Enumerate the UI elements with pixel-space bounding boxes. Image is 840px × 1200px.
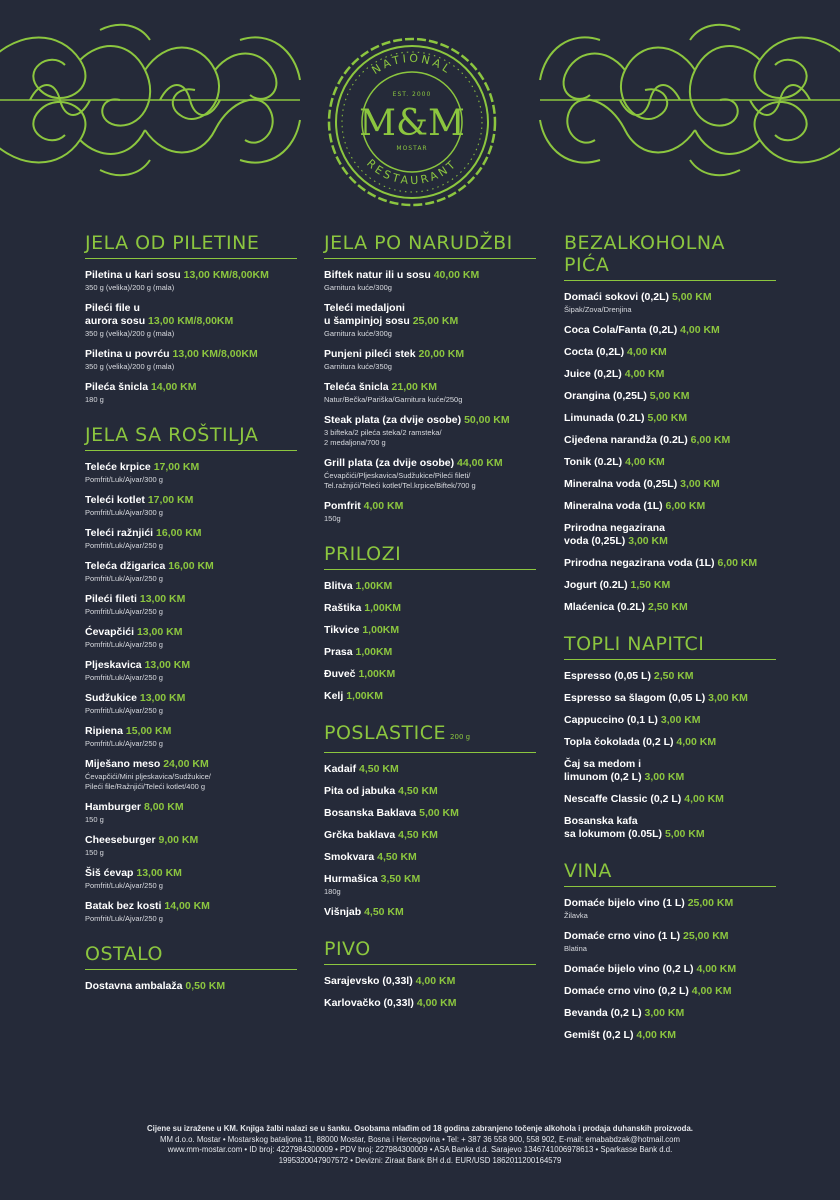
item-description: Pomfrit/Luk/Ajvar/250 g <box>85 739 163 748</box>
item-price: 5,00 KM <box>419 807 459 819</box>
item-price: 25,00 KM <box>683 930 729 942</box>
item-name: Ćevapčići <box>85 626 135 638</box>
item-price: 4,00 KM <box>625 456 665 468</box>
item-name: Ripiena <box>85 725 123 737</box>
item-name: Punjeni pileći stek <box>324 348 416 360</box>
logo-badge-icon <box>329 39 495 205</box>
item-price: 3,00 KM <box>708 692 748 704</box>
item-name: Pita od jabuka <box>324 785 396 797</box>
item-description: 150 g <box>85 815 104 824</box>
menu-item <box>85 269 297 293</box>
menu-item <box>564 815 776 841</box>
section-title: TOPLI NAPITCI <box>564 633 776 660</box>
menu-item <box>564 758 776 784</box>
section-title: BEZALKOHOLNA PIĆA <box>564 232 776 281</box>
menu-item <box>85 381 297 405</box>
item-price: 13,00 KM <box>139 593 186 605</box>
menu-item <box>564 522 776 548</box>
menu-item <box>324 975 536 988</box>
item-name: Teleća šnicla <box>324 381 389 393</box>
menu-item <box>324 348 536 372</box>
item-price: 4,00 KM <box>696 963 737 975</box>
item-name: Dostavna ambalaža <box>85 980 183 992</box>
menu-item <box>564 692 776 705</box>
menu-item <box>324 873 536 897</box>
item-price: 24,00 KM <box>163 758 209 770</box>
menu-item <box>564 346 776 359</box>
item-name: Pljeskavica <box>85 659 142 671</box>
item-name: Pileća šnicla <box>85 381 149 393</box>
menu-item <box>564 579 776 592</box>
item-price: 6,00 KM <box>665 500 706 512</box>
item-description: Pomfrit/Luk/Ajvar/300 g <box>85 475 163 484</box>
item-description: 180 g <box>85 395 104 404</box>
item-price: 3,00 KM <box>628 535 668 547</box>
item-name: Pileći fileti <box>85 593 137 605</box>
menu-item <box>564 985 776 998</box>
item-name: Kelj <box>324 690 344 702</box>
menu-item <box>564 478 776 491</box>
footer <box>60 1124 780 1166</box>
item-description: Garnitura kuće/300g <box>324 283 392 292</box>
item-price: 2,50 KM <box>648 601 688 613</box>
item-description: 150g <box>324 514 341 523</box>
menu-item <box>324 690 536 703</box>
item-name: Prasa <box>324 646 353 658</box>
menu-item <box>85 348 297 372</box>
item-price: 13,00 KM <box>144 659 191 671</box>
item-description: Pomfrit/Luk/Ajvar/250 g <box>85 640 163 649</box>
item-price: 13,00 KM/8,00KM <box>172 348 258 360</box>
item-description: Pomfrit/Luk/Ajvar/250 g <box>85 607 163 616</box>
item-name: Grčka baklava <box>324 829 396 841</box>
menu-item <box>85 692 297 716</box>
item-price: 13,00 KM <box>136 626 183 638</box>
item-name: Cijeđena narandža (0.2L) <box>564 434 688 446</box>
menu-item <box>324 997 536 1010</box>
item-price: 2,50 KM <box>653 670 694 682</box>
footer-company-ids: www.mm-mostar.com • ID broj: 4227984300009 • PDV broj: 227984300009 • ASA Banka d.d. Sarajevo 1346741006978613 • Sparkasse Bank d.d. <box>167 1145 673 1154</box>
item-price: 15,00 KM <box>125 725 172 737</box>
item-price: 6,00 KM <box>690 434 731 446</box>
menu-item <box>564 412 776 425</box>
logo-city-text: MOSTAR <box>396 145 428 152</box>
item-name: Espresso (0,05 L) <box>564 670 651 682</box>
section-title: JELA PO NARUDŽBI <box>324 232 536 259</box>
item-name: Batak bez kosti <box>85 900 162 912</box>
section-title: POSLASTICE 200 g <box>324 722 536 753</box>
item-description: Pomfrit/Luk/Ajvar/250 g <box>85 881 163 890</box>
item-price: 5,00 KM <box>647 412 688 424</box>
item-name: Gemišt (0,2 L) <box>564 1029 634 1041</box>
item-name: Domaće bijelo vino (1 L) <box>564 897 685 909</box>
item-price: 13,00 KM <box>136 867 182 879</box>
menu-item <box>564 434 776 447</box>
item-name: Teleći medaljoni u šampinjoj sosu <box>324 302 410 327</box>
menu-item <box>564 557 776 570</box>
menu-item <box>324 302 536 339</box>
menu-item <box>564 736 776 749</box>
item-name: Teleća džigarica <box>85 560 166 572</box>
item-description: Žilavka <box>564 911 588 920</box>
item-price: 4,50 KM <box>398 829 438 841</box>
item-price: 4,00 KM <box>624 368 665 380</box>
item-name: Đuveč <box>324 668 356 680</box>
item-price: 4,50 KM <box>377 851 417 863</box>
item-price: 16,00 KM <box>168 560 214 572</box>
header-decoration <box>0 0 840 215</box>
item-price: 0,50 KM <box>185 980 226 992</box>
menu-item <box>85 593 297 617</box>
item-price: 25,00 KM <box>687 897 734 909</box>
item-description: Pomfrit/Luk/Ajvar/250 g <box>85 673 163 682</box>
item-price: 14,00 KM <box>150 381 197 393</box>
menu-item <box>85 758 297 792</box>
item-price: 4,00 KM <box>676 736 717 748</box>
menu-item <box>85 725 297 749</box>
ornament-graphic <box>0 0 840 215</box>
item-price: 3,00 KM <box>644 1007 685 1019</box>
item-description: Pomfrit/Luk/Ajvar/250 g <box>85 541 163 550</box>
menu-item <box>85 494 297 518</box>
menu-item <box>564 1007 776 1020</box>
item-description: Natur/Bečka/Pariška/Garnitura kuće/250g <box>324 395 463 404</box>
item-description: Ćevapčići/Pljeskavica/Sudžukice/Pileći fileti/ Tel.ražnjići/Teleći kotlet/Tel.krpice/Biftek/700 g <box>324 471 476 490</box>
item-name: Tonik (0.2L) <box>564 456 623 468</box>
item-name: Sarajevsko (0,33l) <box>324 975 413 987</box>
item-price: 17,00 KM <box>153 461 200 473</box>
menu-item <box>85 659 297 683</box>
menu-item <box>85 560 297 584</box>
section-title: JELA OD PILETINE <box>85 232 297 259</box>
menu-item <box>324 829 536 842</box>
item-name: Steak plata (za dvije osobe) <box>324 414 462 426</box>
item-description: 180g <box>324 887 341 896</box>
menu-item <box>85 527 297 551</box>
item-description: Garnitura kuće/350g <box>324 362 392 371</box>
item-price: 4,00 KM <box>691 985 732 997</box>
item-price: 44,00 KM <box>457 457 503 469</box>
menu-item <box>324 906 536 919</box>
item-name: Coca Cola/Fanta (0,2L) <box>564 324 678 336</box>
menu-item <box>85 900 297 924</box>
item-name: Domaće bijelo vino (0,2 L) <box>564 963 694 975</box>
footer-address: MM d.o.o. Mostar • Mostarskog bataljona 11, 88000 Mostar, Bosna i Hercegovina • Tel: + 387 36 558 900, 558 902, E-mail: emababdzak@hotmail.com <box>160 1134 680 1144</box>
item-name: Mineralna voda (1L) <box>564 500 663 512</box>
item-name: Hamburger <box>85 801 142 813</box>
item-name: Domaće crno vino (0,2 L) <box>564 985 689 997</box>
item-name: Limunada (0.2L) <box>564 412 645 424</box>
item-name: Hurmašica <box>324 873 378 885</box>
item-price: 6,00 KM <box>717 557 758 569</box>
item-name: Bosanska Baklava <box>324 807 417 819</box>
item-price: 4,00 KM <box>627 346 667 358</box>
section-title: PRILOZI <box>324 543 536 570</box>
menu-item <box>564 714 776 727</box>
item-price: 4,00 KM <box>416 997 457 1009</box>
item-price: 4,00 KM <box>636 1029 677 1041</box>
section-title: JELA SA ROŠTILJA <box>85 424 297 451</box>
menu-item <box>564 963 776 976</box>
item-name: Sudžukice <box>85 692 137 704</box>
item-price: 21,00 KM <box>391 381 438 393</box>
menu-item <box>564 670 776 683</box>
menu-item <box>85 834 297 858</box>
item-price: 13,00 KM <box>139 692 186 704</box>
item-name: Orangina (0,25L) <box>564 390 647 402</box>
item-name: Piletina u povrću <box>85 348 170 360</box>
item-name: Jogurt (0.2L) <box>564 579 628 591</box>
item-description: Pomfrit/Luk/Ajvar/250 g <box>85 914 163 923</box>
item-description: 3 bifteka/2 pileća steka/2 ramsteka/ 2 medaljona/700 g <box>324 428 442 447</box>
item-price: 3,00 KM <box>680 478 720 490</box>
menu-item <box>324 381 536 405</box>
menu-item <box>324 646 536 659</box>
item-name: Topla čokolada (0,2 L) <box>564 736 674 748</box>
item-name: Cappuccino (0,1 L) <box>564 714 658 726</box>
left-ornament-icon <box>0 25 300 175</box>
menu-item <box>324 668 536 681</box>
menu-item <box>564 456 776 469</box>
item-name: Cheeseburger <box>85 834 156 846</box>
item-name: Mlaćenica (0.2L) <box>564 601 646 613</box>
menu-item <box>85 980 297 993</box>
menu-item <box>85 801 297 825</box>
menu-item <box>85 626 297 650</box>
item-name: Cocta (0,2L) <box>564 346 625 358</box>
menu-item <box>324 500 536 524</box>
item-name: Karlovačko (0,33l) <box>324 997 414 1009</box>
item-description: 350 g (velika)/200 g (mala) <box>85 283 175 292</box>
item-name: Smokvara <box>324 851 375 863</box>
menu-item <box>564 930 776 954</box>
menu-item <box>564 897 776 921</box>
item-name: Mineralna voda (0,25L) <box>564 478 678 490</box>
menu-item <box>324 763 536 776</box>
item-price: 5,00 KM <box>664 828 705 840</box>
item-name: Kadaif <box>324 763 357 775</box>
item-price: 8,00 KM <box>143 801 184 813</box>
item-price: 3,00 KM <box>660 714 701 726</box>
menu-column-middle <box>324 232 536 1019</box>
footer-bank-info: 1995320047907572 • Devizni: Ziraat Bank BH d.d. EUR/USD 1862011200164579 <box>278 1155 562 1165</box>
logo-est-text: EST. 2000 <box>392 91 432 98</box>
item-price: 9,00 KM <box>158 834 199 846</box>
item-name: Nescaffe Classic (0,2 L) <box>564 793 682 805</box>
item-price: 25,00 KM <box>412 315 459 327</box>
menu-item <box>324 602 536 615</box>
item-name: Prirodna negazirana voda (0,25L) <box>564 522 665 547</box>
item-description: Ćevapčići/Mini pljeskavica/Sudžukice/ Pileći file/Ražnjići/Teleći kotlet/400 g <box>85 772 211 791</box>
item-price: 14,00 KM <box>164 900 210 912</box>
item-description: Šipak/Zova/Drenjina <box>564 305 632 314</box>
menu-item <box>564 324 776 337</box>
item-name: Pomfrit <box>324 500 361 512</box>
item-price: 5,00 KM <box>649 390 690 402</box>
logo-bottom-text: RESTAURANT <box>364 156 460 188</box>
item-price: 13,00 KM/8,00KM <box>183 269 269 281</box>
section-title: OSTALO <box>85 943 297 970</box>
item-name: Višnjab <box>324 906 362 918</box>
menu-item <box>564 793 776 806</box>
item-name: Tikvice <box>324 624 360 636</box>
menu-item <box>564 1029 776 1042</box>
menu-item <box>324 414 536 448</box>
menu-item <box>564 291 776 315</box>
menu-item <box>324 269 536 293</box>
item-name: Bosanska kafa sa lokumom (0.05L) <box>564 815 663 840</box>
item-name: Pileći file u aurora sosu <box>85 302 146 327</box>
item-name: Teleći ražnjići <box>85 527 154 539</box>
item-name: Raštika <box>324 602 362 614</box>
item-price: 50,00 KM <box>464 414 510 426</box>
item-name: Biftek natur ili u sosu <box>324 269 431 281</box>
menu-item <box>564 390 776 403</box>
item-name: Juice (0,2L) <box>564 368 622 380</box>
item-price: 1,00KM <box>364 602 402 614</box>
item-price: 1,00KM <box>362 624 400 636</box>
menu-item <box>564 500 776 513</box>
item-name: Piletina u kari sosu <box>85 269 181 281</box>
item-price: 1,00KM <box>358 668 396 680</box>
item-description: Pomfrit/Luk/Ajvar/250 g <box>85 574 163 583</box>
item-name: Prirodna negazirana voda (1L) <box>564 557 715 569</box>
menu-item <box>324 457 536 491</box>
item-price: 4,00 KM <box>684 793 724 805</box>
item-price: 3,00 KM <box>644 771 685 783</box>
item-description: Pomfrit/Luk/Ajvar/250 g <box>85 706 163 715</box>
item-price: 16,00 KM <box>156 527 202 539</box>
logo-top-text: NATIONAL <box>369 51 455 78</box>
item-price: 4,00 KM <box>363 500 404 512</box>
menu-item <box>85 461 297 485</box>
item-description: 350 g (velika)/200 g (mala) <box>85 362 175 371</box>
item-name: Blitva <box>324 580 353 592</box>
item-name: Grill plata (za dvije osobe) <box>324 457 455 469</box>
section-title: PIVO <box>324 938 536 965</box>
item-description: 150 g <box>85 848 104 857</box>
item-price: 40,00 KM <box>433 269 480 281</box>
menu-item <box>564 601 776 614</box>
item-price: 4,50 KM <box>364 906 404 918</box>
section-title: VINA <box>564 860 776 887</box>
item-price: 1,00KM <box>346 690 383 702</box>
menu-item <box>324 624 536 637</box>
menu-item <box>324 580 536 593</box>
item-description: Garnitura kuće/300g <box>324 329 392 338</box>
item-price: 4,00 KM <box>415 975 456 987</box>
item-price: 4,50 KM <box>398 785 438 797</box>
menu-item <box>324 807 536 820</box>
item-price: 17,00 KM <box>147 494 194 506</box>
section-note: 200 g <box>450 733 471 741</box>
item-name: Teleće krpice <box>85 461 151 473</box>
item-description: Blatina <box>564 944 587 953</box>
menu-item <box>324 785 536 798</box>
item-price: 3,50 KM <box>380 873 421 885</box>
item-name: Domaći sokovi (0,2L) <box>564 291 670 303</box>
menu-item <box>564 368 776 381</box>
menu-column-left <box>85 232 297 1002</box>
item-name: Domaće crno vino (1 L) <box>564 930 681 942</box>
item-price: 1,50 KM <box>630 579 671 591</box>
menu-item <box>85 302 297 339</box>
item-name: Čaj sa medom i limunom (0,2 L) <box>564 758 642 783</box>
item-price: 4,50 KM <box>359 763 399 775</box>
item-description: 350 g (velika)/200 g (mala) <box>85 329 175 338</box>
logo-monogram: M&M <box>359 103 465 144</box>
item-price: 1,00KM <box>355 580 393 592</box>
item-name: Teleći kotlet <box>85 494 145 506</box>
footer-notice: Cijene su izražene u KM. Knjiga žalbi nalazi se u šanku. Osobama mlađim od 18 godina zabranjeno točenje alkohola i prodaja duhanskih proizvoda. <box>147 1124 693 1133</box>
menu-column-right <box>564 232 776 1051</box>
item-price: 4,00 KM <box>680 324 720 336</box>
right-ornament-icon <box>540 25 840 175</box>
item-description: Pomfrit/Luk/Ajvar/300 g <box>85 508 163 517</box>
item-name: Šiš ćevap <box>85 867 134 879</box>
menu-item <box>85 867 297 891</box>
item-price: 1,00KM <box>355 646 393 658</box>
item-price: 5,00 KM <box>671 291 712 303</box>
item-price: 13,00 KM/8,00KM <box>148 315 234 327</box>
item-name: Miješano meso <box>85 758 161 770</box>
item-name: Bevanda (0,2 L) <box>564 1007 642 1019</box>
item-price: 20,00 KM <box>418 348 465 360</box>
menu-item <box>324 851 536 864</box>
item-name: Espresso sa šlagom (0,05 L) <box>564 692 706 704</box>
